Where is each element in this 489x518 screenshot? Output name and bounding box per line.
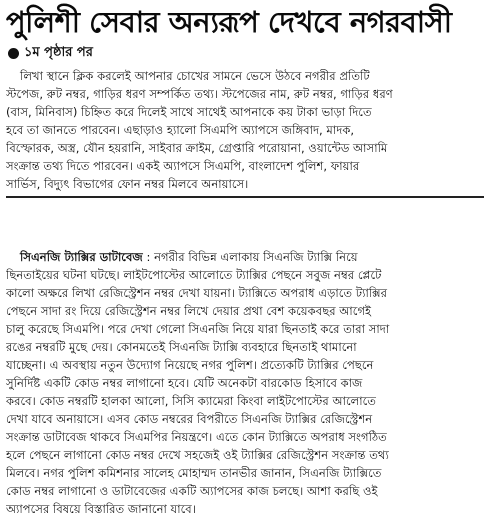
bullet-icon bbox=[8, 48, 19, 59]
paragraph-line: অ্যাপসের বিষয়ে বিস্তারিত জানানো যাবে। bbox=[6, 502, 196, 516]
paragraph-line: কোড নম্বর লাগানো ও ডাটাবেজের একটি অ্যাপসের কাজ চলছে। আশা করছি ওই bbox=[6, 484, 378, 498]
paragraph-line: রঙের নম্বরটি মুছে দেয়। কোনমতেই সিএনজি ট্যাক্সি ব্যবহারে ছিনতাই থামানো bbox=[6, 340, 357, 354]
paragraph-line: কালো অক্ষরে লিখা রেজিস্ট্রেশন নম্বর দেখা যায়না। ট্যাক্সিতে অপরাধ এড়াতে ট্যাক্সির bbox=[6, 286, 388, 300]
paragraph-line: (বাস, মিনিবাস) চিহ্নিত করে দিলেই সাথে সাথেই আপনাকে কয় টাকা ভাড়া দিতে bbox=[6, 105, 372, 119]
article-paragraph-2 bbox=[6, 248, 484, 518]
paragraph-line: ছিনতাইয়ের ঘটনা ঘটছে। লাইটপোস্টের আলোতে ট্যাক্সির পেছনে সবুজ নম্বর প্লেটে bbox=[6, 268, 382, 282]
paragraph-line: যাচ্ছেনা। এ অবস্থায় নতুন উদ্যোগ নিয়েছে নগর পুলিশ। প্রত্যেকটি ট্যাক্সির পেছনে bbox=[6, 358, 374, 372]
article-paragraph-1 bbox=[6, 67, 484, 198]
paragraph-line: সংক্রান্ত ডাটাবেজ থাকবে সিএমপির নিয়ন্ত্রণে। এতে কোন ট্যাক্সিতে অপরাধ সংগঠিত bbox=[6, 430, 387, 444]
paragraph-line: মিলবে। নগর পুলিশ কমিশনার সালেহ মোহাম্মদ তানভীর জানান, সিএনজি ট্যাক্সিতে bbox=[6, 466, 382, 480]
paragraph-line: লিখা স্থানে ক্লিক করলেই আপনার চোখের সামনে ভেসে উঠবে নগরীর প্রতিটি bbox=[20, 69, 370, 83]
continued-label: ১ম পৃষ্ঠার পর bbox=[24, 45, 93, 60]
headline: পুলিশী সেবার অন্যরূপ দেখবে নগরবাসী bbox=[6, 5, 452, 39]
paragraph-line: সংক্রান্ত তথ্য দিতে পারবেন। একই অ্যাপসে সিএমপি, বাংলাদেশ পুলিশ, ফায়ার bbox=[6, 159, 360, 173]
continued-from-page bbox=[8, 43, 93, 63]
paragraph-line: সার্ভিস, বিদ্যুৎ বিভাগের ফোন নম্বর মিলবে অনায়াসে। bbox=[6, 177, 249, 191]
paragraph-line: পেছনে সাদা রং দিয়ে রেজিস্ট্রেশন নম্বর লিখে দেয়ার প্রথা বেশ কয়েকবছর আগেই bbox=[6, 304, 372, 318]
subheading: সিএনজি ট্যাক্সির ডাটাবেজ bbox=[20, 250, 143, 264]
paragraph-line: সুনির্দিষ্ট একটি কোড নম্বর লাগানো হবে। যেটি অনেকটা বারকোড হিসাবে কাজ bbox=[6, 376, 363, 390]
subheading-rest: : নগরীর বিভিন্ন এলাকায় সিএনজি ট্যাক্সি নিয়ে bbox=[142, 250, 358, 264]
paragraph-line: হবে তা জানতে পারবেন। এছাড়াও হ্যালো সিএমপি অ্যাপসে জঙ্গিবাদ, মাদক, bbox=[6, 123, 355, 137]
paragraph-line: হলে পেছনে লাগানো কোড নম্বর দেখে সহজেই ওই ট্যাক্সির রেজিস্ট্রেশন সংক্রান্ত তথ্য bbox=[6, 448, 389, 462]
paragraph-line: চালু করেছে সিএমপি। পরে দেখা গেলো সিএনজি নিয়ে যারা ছিনতাই করে তারা সাদা bbox=[6, 322, 390, 336]
paragraph-line: দেখা যাবে অনায়াসে। এসব কোড নম্বরের বিপরীতে সিএনজি ট্যাক্সির রেজিস্ট্রেশন bbox=[6, 412, 373, 426]
paragraph-line: করবে। কোড নম্বরটি হালকা আলো, সিসি ক্যামেরা কিংবা লাইটপোস্টের আলোতে bbox=[6, 394, 377, 408]
paragraph-line: স্টপেজ, রুট নম্বর, গাড়ির ধরণ সম্পর্কিত তথ্য। স্টপেজের নাম, রুট নম্বর, গাড়ির ধরণ bbox=[6, 87, 393, 101]
paragraph-line bbox=[6, 248, 484, 266]
paragraph-line: বিস্ফোরক, অস্ত্র, যৌন হয়রানি, সাইবার ক্রাইম, গ্রেপ্তারি পরোয়ানা, ওয়ান্টেড আসামি bbox=[6, 141, 388, 155]
